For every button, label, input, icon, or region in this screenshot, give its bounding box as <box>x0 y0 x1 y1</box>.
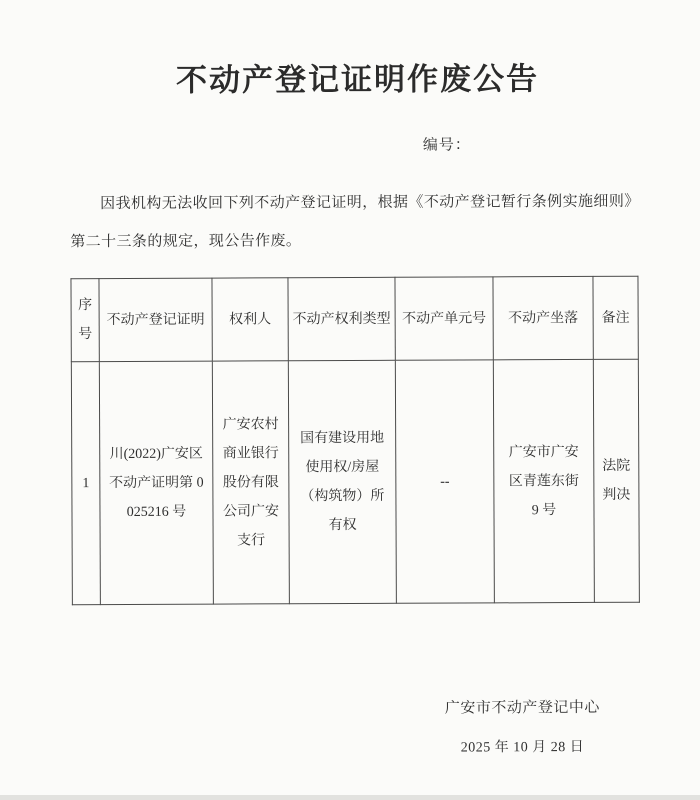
announcement-body: 因我机构无法收回下列不动产登记证明，根据《不动产登记暂行条例实施细则》第二十三条的规定，现公告作废。 <box>70 193 633 251</box>
header-certificate: 不动产登记证明 <box>99 278 212 361</box>
cell-seq: 1 <box>71 362 100 605</box>
page-title: 不动产登记证明作废公告 <box>176 61 540 99</box>
header-holder: 权利人 <box>212 278 288 361</box>
cell-remark: 法院判决 <box>593 359 639 602</box>
header-location: 不动产坐落 <box>493 276 593 359</box>
header-unit-no: 不动产单元号 <box>395 277 493 360</box>
table-row <box>71 359 639 604</box>
issuing-org: 广安市不动产登记中心 <box>444 699 600 717</box>
cell-unit-no: -- <box>395 360 494 603</box>
footer <box>391 696 653 757</box>
cell-location: 广安市广安区青莲东街 9 号 <box>493 359 594 602</box>
scan-edge-artifact <box>0 795 700 800</box>
header-right-type: 不动产权利类型 <box>288 277 395 360</box>
table-header-row <box>71 276 638 361</box>
certificates-table <box>70 276 639 605</box>
cell-holder: 广安农村商业银行股份有限公司广安支行 <box>212 361 289 604</box>
issue-date: 2025 年 10 月 28 日 <box>460 739 585 756</box>
header-seq: 序号 <box>71 279 99 362</box>
cell-certificate: 川(2022)广安区不动产证明第 0025216 号 <box>99 361 213 604</box>
header-remark: 备注 <box>593 276 638 359</box>
cell-right-type: 国有建设用地使用权/房屋（构筑物）所有权 <box>288 360 396 603</box>
document-number-label: 编号： <box>422 135 471 154</box>
